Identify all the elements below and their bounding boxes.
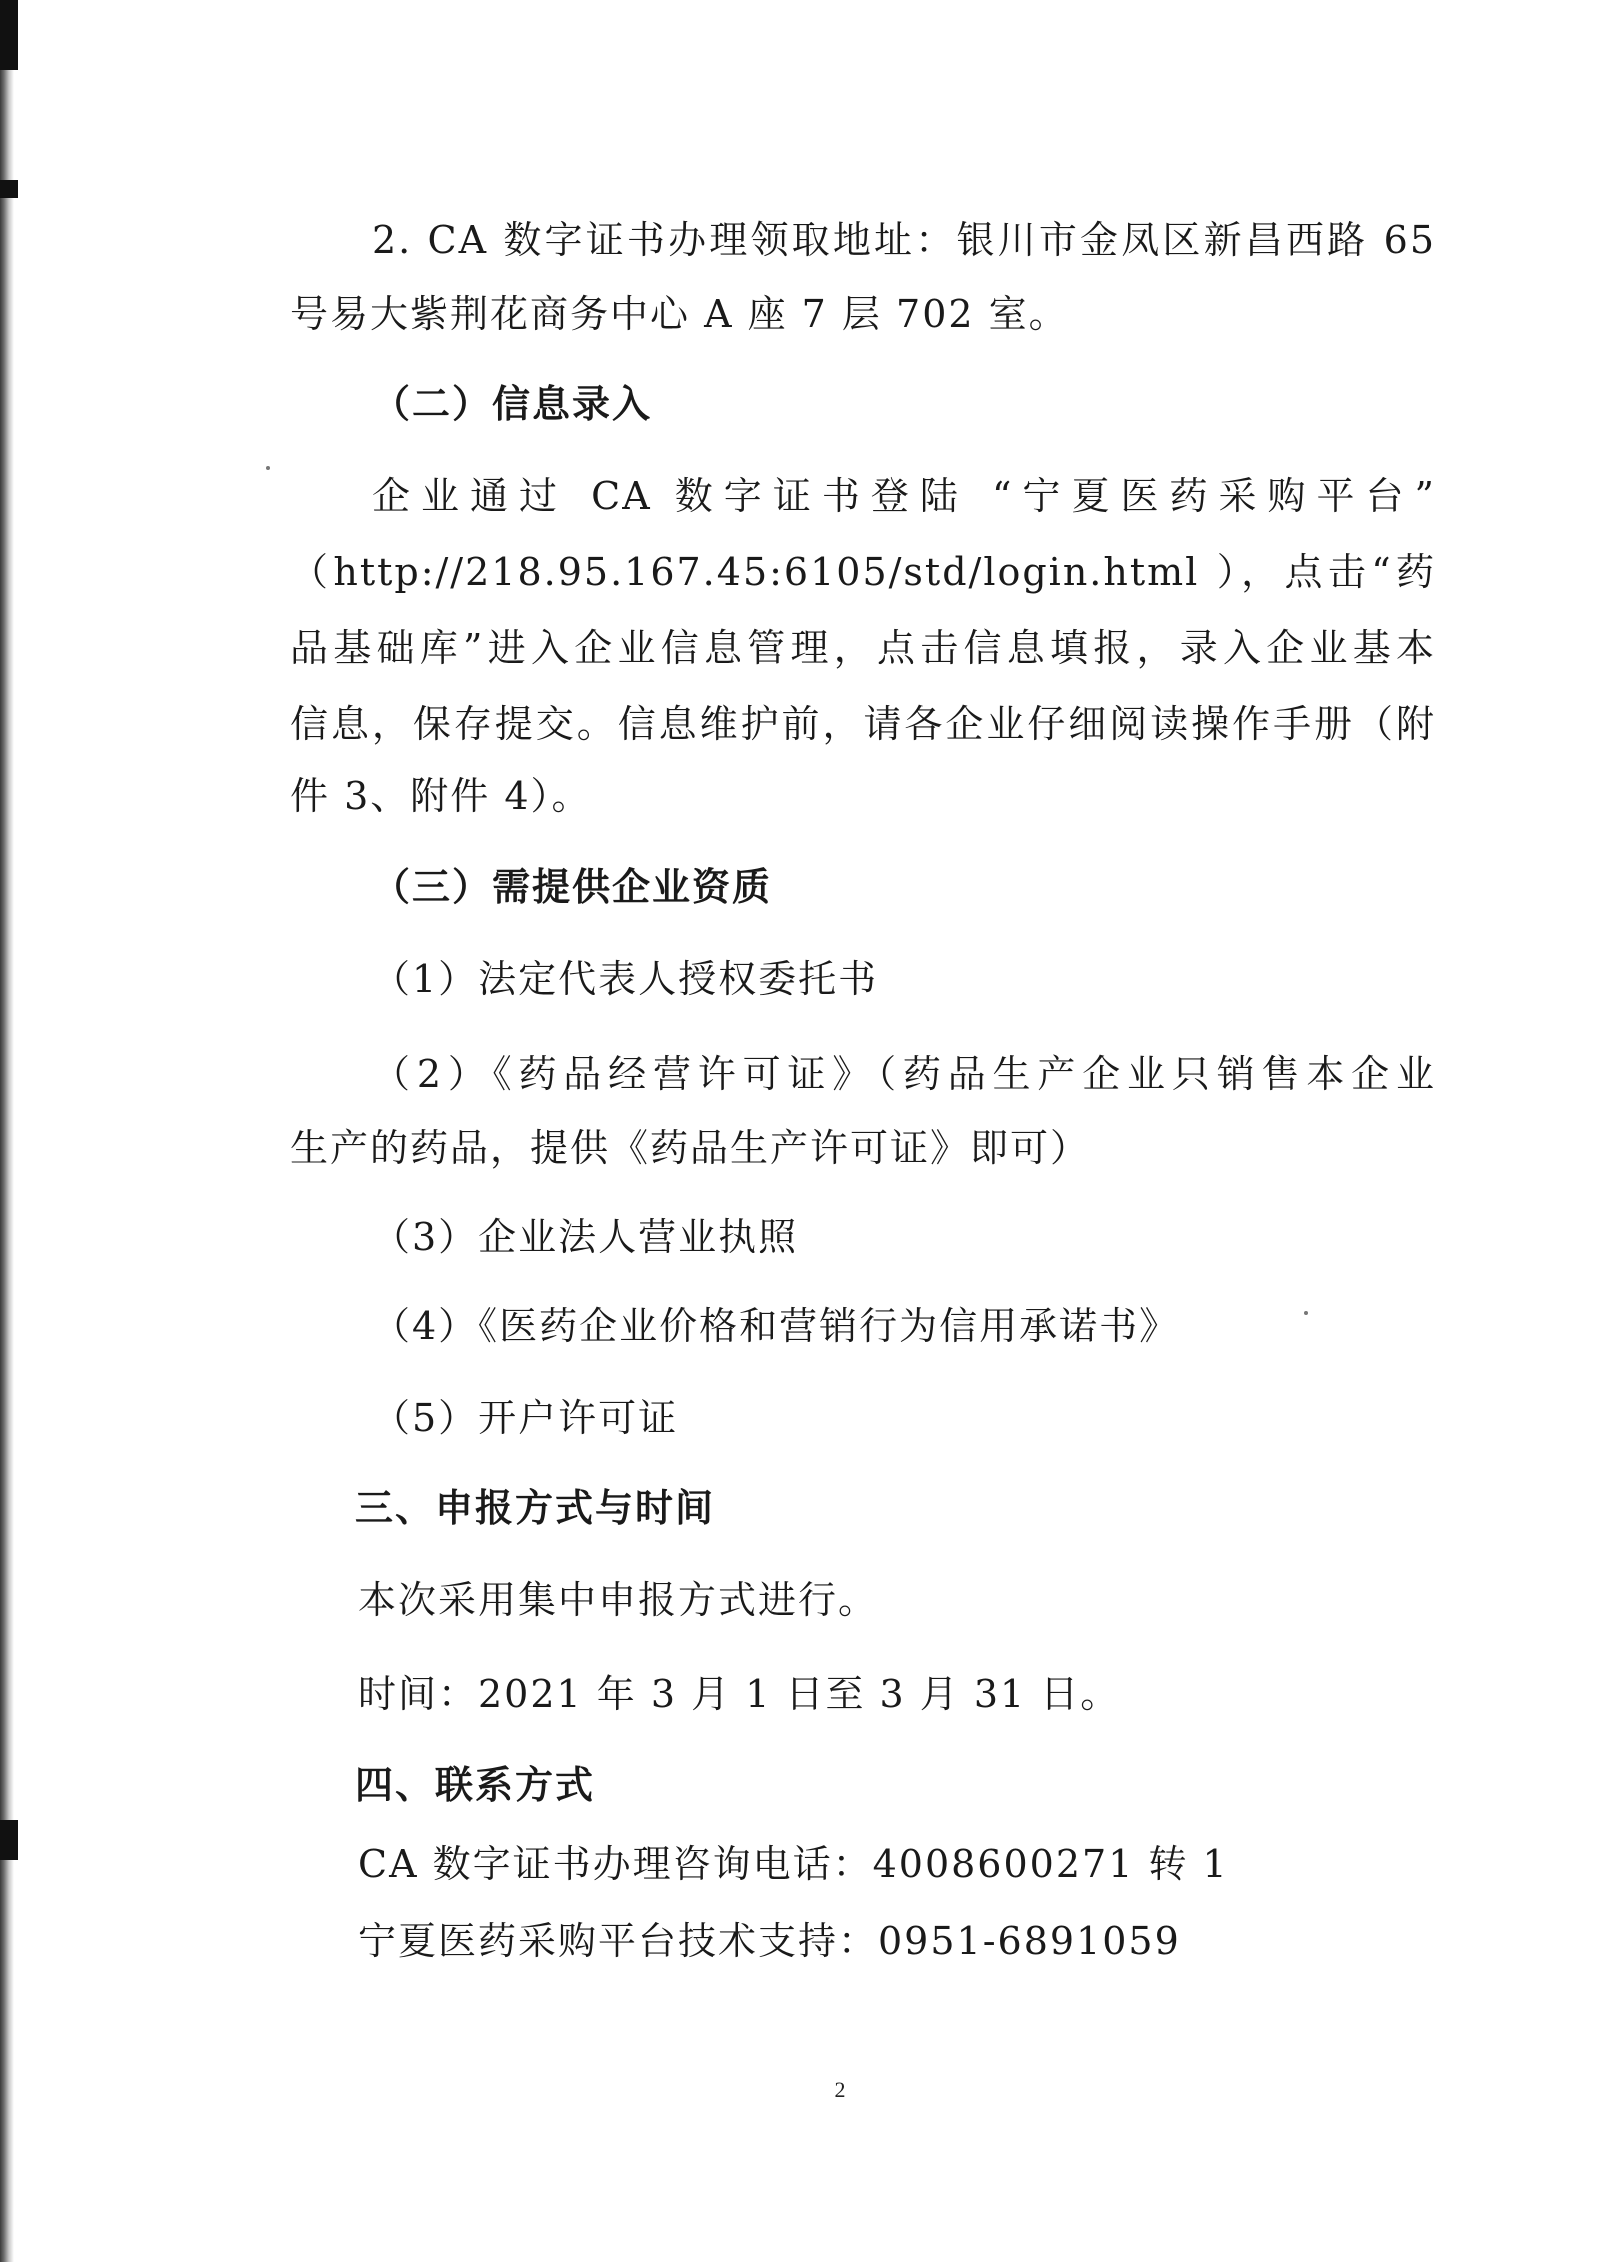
info-entry-line-2: （http://218.95.167.45:6105/std/login.html ），点击“药	[290, 550, 1436, 594]
qualification-item-2-line-1: （2）《药品经营许可证》（药品生产企业只销售本企业	[372, 1052, 1436, 1096]
declaration-heading: 三、申报方式与时间	[355, 1486, 716, 1530]
platform-support: 宁夏医药采购平台技术支持：0951-6891059	[358, 1919, 1181, 1963]
qualification-item-5: （5）开户许可证	[372, 1396, 679, 1440]
info-entry-heading: （二）信息录入	[372, 382, 653, 426]
qualification-item-2-line-2: 生产的药品，提供《药品生产许可证》即可）	[290, 1126, 1091, 1170]
ca-address-line-1: 2. CA 数字证书办理领取地址：银川市金凤区新昌西路 65	[372, 218, 1436, 262]
page-number: 2	[834, 2077, 846, 2102]
declaration-time: 时间：2021 年 3 月 1 日至 3 月 31 日。	[358, 1672, 1121, 1716]
qualification-item-4: （4）《医药企业价格和营销行为信用承诺书》	[372, 1304, 1180, 1348]
qualification-item-1: （1）法定代表人授权委托书	[372, 957, 879, 1001]
declaration-method: 本次采用集中申报方式进行。	[358, 1578, 879, 1622]
info-entry-line-4: 信息，保存提交。信息维护前，请各企业仔细阅读操作手册（附	[290, 702, 1436, 746]
info-entry-line-3: 品基础库”进入企业信息管理，点击信息填报，录入企业基本	[290, 626, 1436, 670]
ca-address-line-2: 号易大紫荆花商务中心 A 座 7 层 702 室。	[290, 292, 1069, 336]
qualifications-heading: （三）需提供企业资质	[372, 865, 773, 909]
contact-heading: 四、联系方式	[355, 1763, 596, 1807]
qualification-item-3: （3）企业法人营业执照	[372, 1215, 799, 1259]
info-entry-line-5: 件 3、附件 4）。	[290, 774, 592, 818]
ca-hotline: CA 数字证书办理咨询电话：4008600271 转 1	[358, 1842, 1229, 1886]
info-entry-line-1: 企业通过 CA 数字证书登陆 “宁夏医药采购平台”	[372, 474, 1436, 518]
